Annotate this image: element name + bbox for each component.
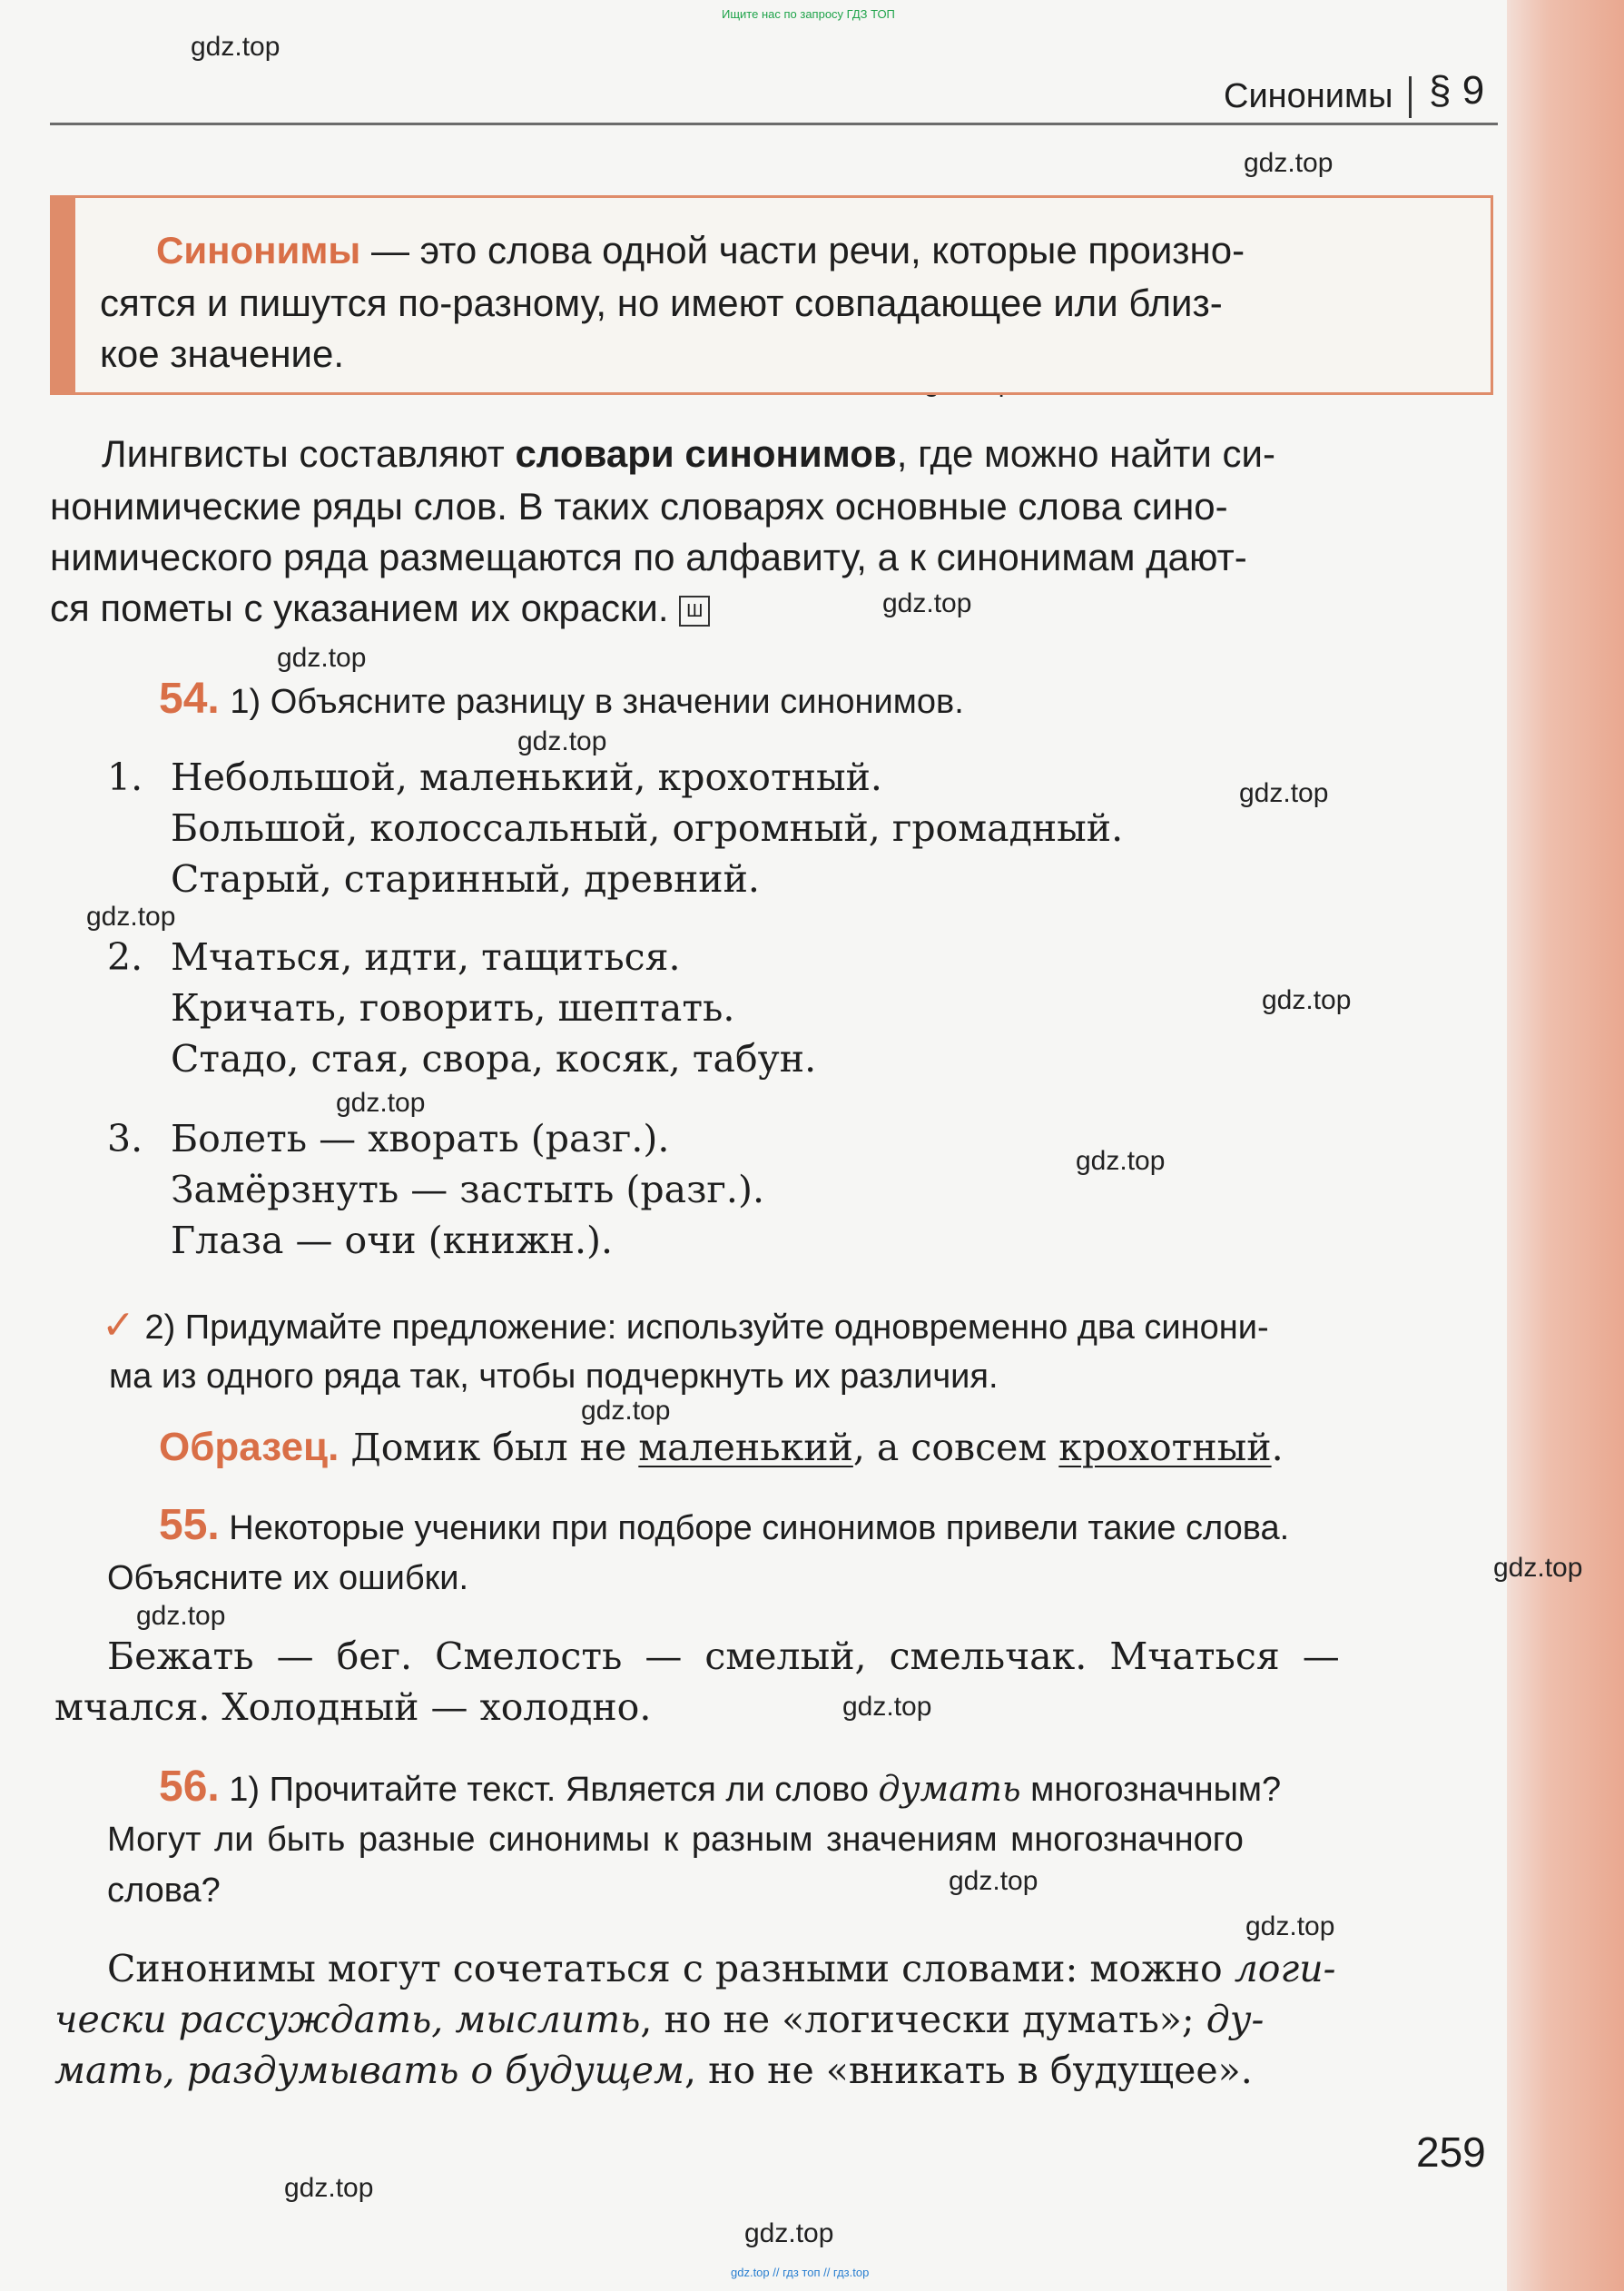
header-divider [1409,76,1412,118]
sample-underlined-2: крохотный [1058,1426,1272,1469]
checkmark-icon: ✓ [102,1303,135,1348]
definition-line-3: кое значение. [100,332,345,375]
ex56-text-1-italic: логи- [1234,1947,1336,1990]
intro-line-2: нонимические ряды слов. В таких словарях основные слова сино- [50,485,1228,528]
watermark: gdz.top [1076,1146,1166,1176]
ex54-group-3-line-2: Замёрзнуть — застыть (разг.). [171,1168,764,1211]
ex54-header [159,674,964,727]
ex54-sample [159,1422,1284,1473]
intro-line-4-text: ся пометы с указанием их окраски. [50,587,669,629]
ex54-group-2-line-3: Стадо, стая, свора, косяк, табун. [171,1037,817,1081]
ex56-text-2-italic-1: чески рассуждать, мыслить [54,1998,641,2041]
sample-text-b: , а совсем [852,1426,1059,1469]
ex54-group-3-line-1: Болеть — хворать (разг.). [171,1117,670,1160]
watermark: gdz.top [1239,778,1329,808]
watermark: gdz.top [336,1088,426,1118]
watermark: gdz.top [191,32,281,62]
watermark-bottom: gdz.top // гдз топ // гдз.top [731,2266,870,2279]
dictionary-icon: Ш [679,596,710,627]
watermark: gdz.top [882,588,972,618]
watermark: gdz.top [1244,148,1334,178]
ex55-line-1-text: Некоторые ученики при подборе синонимов привели такие слова. [229,1509,1290,1547]
ex56-text-3-italic: мать, раздумывать о будущем [54,2049,685,2092]
page-edge-shadow [1507,0,1624,2291]
ex54-group-1-line-3: Старый, старинный, древний. [171,857,760,901]
definition-box-tab [50,195,75,395]
ex54-number: 54. [159,675,220,723]
intro-line-1-a: Лингвисты составляют [102,432,516,475]
ex56-line-1 [159,1762,1281,1815]
intro-line-1 [102,429,1275,479]
definition-line-1 [156,225,1245,276]
page-number: 259 [1416,2128,1486,2176]
ex55-number: 55. [159,1501,220,1549]
ex54-task2-line-2: ма из одного ряда так, чтобы подчеркнуть их различия. [109,1358,999,1396]
watermark: gdz.top [1245,1911,1335,1941]
header-section: § 9 [1429,68,1485,113]
ex54-task2-line-1-text: 2) Придумайте предложение: используйте одновременно два синони- [144,1308,1269,1347]
ex56-text-2-b: , но не «логически думать»; [640,1998,1206,2041]
ex56-text-2-italic-2: ду- [1206,1998,1265,2041]
intro-keyword: словари синонимов [515,432,897,475]
ex56-text-1-a: Синонимы могут сочетаться с разными словами: можно [107,1947,1235,1990]
ex54-group-1-line-2: Большой, колоссальный, огромный, громадный. [171,806,1124,850]
watermark: gdz.top [1262,985,1352,1015]
ex56-text-3-b: , но не «вникать в будущее». [684,2049,1253,2092]
ex56-number: 56. [159,1763,220,1811]
ex55-line-1 [159,1500,1289,1554]
intro-line-4 [50,583,710,634]
ex56-text-3 [54,2045,1253,2096]
ex56-text-2 [54,1994,1264,2045]
header-title: Синонимы [1224,77,1393,115]
watermark: gdz.top [581,1396,671,1426]
intro-line-3: нимического ряда размещаются по алфавиту, а к синонимам дают- [50,536,1247,578]
sample-text-a: Домик был не [339,1426,639,1469]
ex56-text-1 [107,1943,1335,1994]
definition-term: Синонимы [156,229,361,272]
watermark: gdz.top [949,1866,1038,1896]
ex56-line-1-b: многозначным? [1020,1771,1282,1809]
intro-line-1-b: , где можно найти си- [896,432,1275,475]
watermark: gdz.top [1493,1553,1583,1583]
sample-text-c: . [1271,1426,1284,1469]
ex54-group-3-line-3: Глаза — очи (книжн.). [171,1219,614,1262]
watermark-top: Ищите нас по запросу ГДЗ ТОП [722,7,895,21]
watermark: gdz.top [517,726,607,756]
ex54-task2-line-1 [102,1300,1269,1353]
ex54-group-2-line-2: Кричать, говорить, шептать. [171,986,735,1030]
ex54-task: 1) Объясните разницу в значении синонимов. [230,683,964,721]
ex54-group-3-number: 3. [107,1117,143,1160]
ex54-group-2-number: 2. [107,935,143,979]
watermark: gdz.top [277,643,367,673]
definition-line-1-rest: — это слова одной части речи, которые произно- [360,229,1245,272]
ex54-group-1-number: 1. [107,755,143,799]
ex56-line-3: слова? [107,1871,221,1910]
ex56-line-1-a: 1) Прочитайте текст. Является ли слово [229,1771,879,1809]
sample-label: Образец. [159,1425,340,1469]
watermark: gdz.top [842,1692,932,1722]
sample-underlined-1: маленький [638,1426,853,1469]
ex54-group-2-line-1: Мчаться, идти, тащиться. [171,935,681,979]
ex54-group-1-line-1: Небольшой, маленький, крохотный. [171,755,882,799]
ex55-text-2: мчался. Холодный — холодно. [54,1685,652,1729]
ex55-text-1: Бежать — бег. Смелость — смелый, смельчак. Мчаться — [107,1634,1340,1678]
ex55-line-2: Объясните их ошибки. [107,1559,469,1597]
watermark: gdz.top [86,902,176,932]
ex56-line-2: Могут ли быть разные синонимы к разным значениям многозначного [107,1821,1244,1859]
definition-line-2: сятся и пишутся по-разному, но имеют совпадающее или близ- [100,281,1223,324]
header-rule [50,123,1498,125]
watermark: gdz.top [284,2173,374,2203]
watermark: gdz.top [744,2218,834,2248]
watermark: gdz.top [136,1601,226,1631]
ex56-line-1-italic: думать [878,1769,1021,1809]
